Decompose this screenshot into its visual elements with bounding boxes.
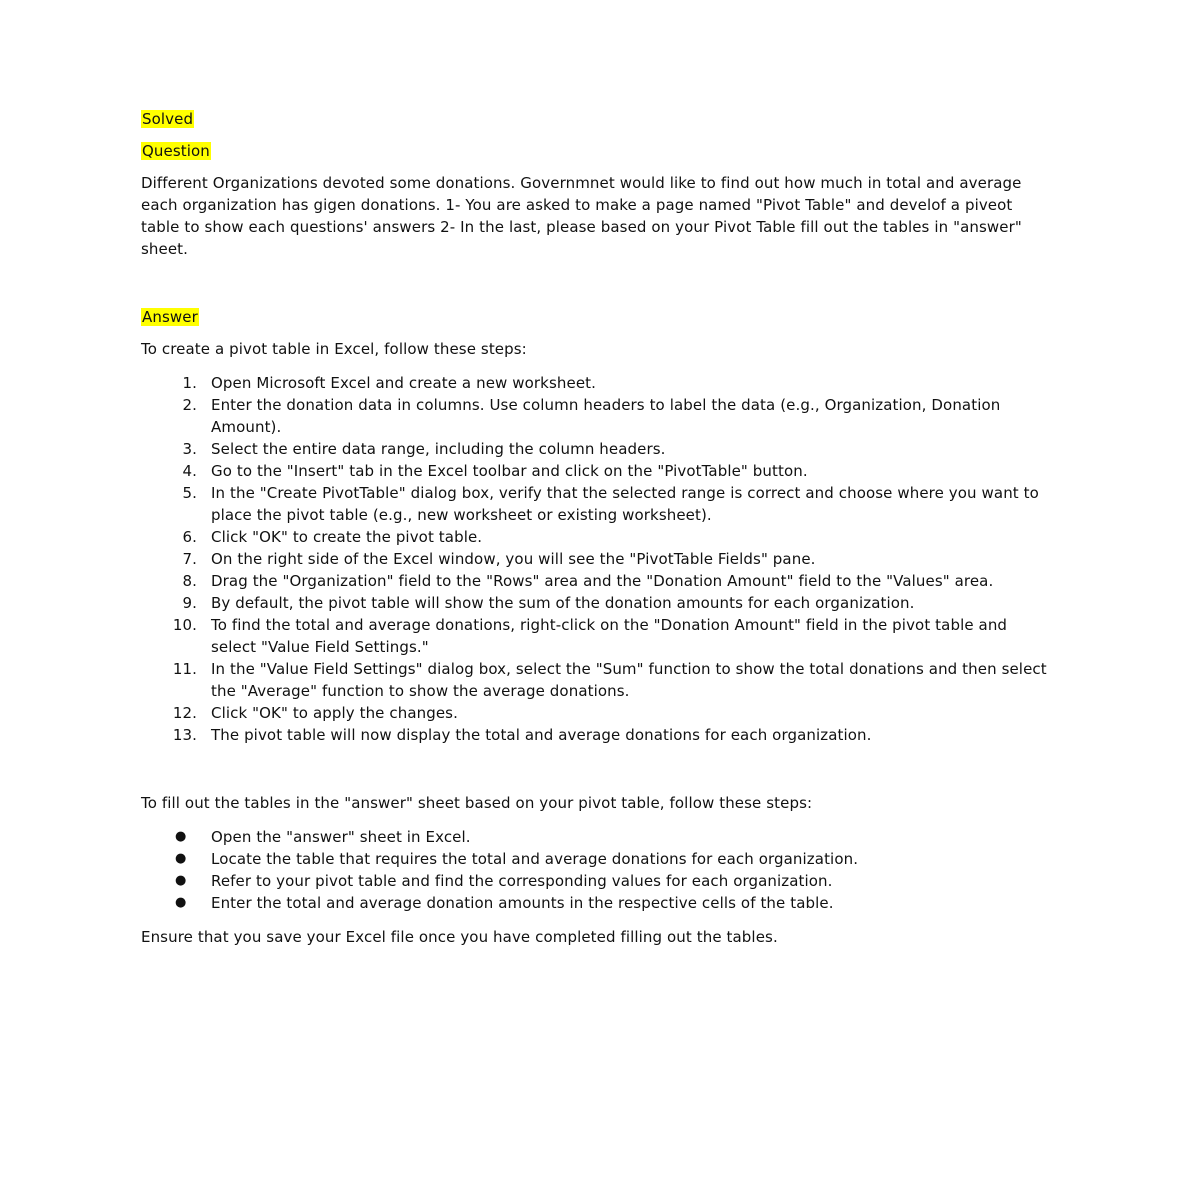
list-item [141,724,1051,746]
step-number: 10. [172,616,197,634]
step-text: The pivot table will now display the total and average donations for each organization. [211,726,872,744]
step-number: 1. [182,374,197,392]
step-text: Go to the "Insert" tab in the Excel toolbar and click on the "PivotTable" button. [211,462,808,480]
bullet-text: Refer to your pivot table and find the corresponding values for each organization. [211,872,833,890]
list-item [141,438,1051,460]
document-page [141,108,1051,960]
list-item [141,394,1051,438]
question-label: Question [142,142,210,160]
list-item [141,848,1051,870]
step-number: 13. [172,726,197,744]
question-text: Different Organizations devoted some donations. Governmnet would like to find out how much in total and average each organization has gigen donations. 1- You are asked to make a page named "Pivot Table" and develof a piveot table to show each questions' answers 2- In the last, please based on your Pivot Table fill out the tables in "answer" sheet. [141,174,1022,258]
list-item [141,460,1051,482]
step-number: 2. [182,396,197,414]
step-number: 5. [182,484,197,502]
list-item [141,526,1051,548]
closing-text: Ensure that you save your Excel file once you have completed filling out the tables. [141,928,778,946]
list-item [141,614,1051,658]
list-item [141,702,1051,724]
step-number: 11. [172,660,197,678]
step-text: Click "OK" to apply the changes. [211,704,458,722]
step-text: In the "Create PivotTable" dialog box, verify that the selected range is correct and choose where you want to place the pivot table (e.g., new worksheet or existing worksheet). [211,484,1039,524]
step-text: Click "OK" to create the pivot table. [211,528,483,546]
step-number: 7. [182,550,197,568]
bullet-icon: ● [175,851,187,866]
step-text: Drag the "Organization" field to the "Rows" area and the "Donation Amount" field to the "Values" area. [211,572,994,590]
list-item [141,658,1051,702]
step-number: 12. [172,704,197,722]
steps-list [141,372,1051,746]
step-text: In the "Value Field Settings" dialog box, select the "Sum" function to show the total donations and then select the "Average" function to show the average donations. [211,660,1047,700]
step-text: By default, the pivot table will show the sum of the donation amounts for each organization. [211,594,915,612]
bullet-text: Enter the total and average donation amounts in the respective cells of the table. [211,894,834,912]
bullet-icon: ● [175,873,187,888]
step-text: On the right side of the Excel window, you will see the "PivotTable Fields" pane. [211,550,816,568]
fill-intro: To fill out the tables in the "answer" sheet based on your pivot table, follow these steps: [141,794,813,812]
step-number: 6. [182,528,197,546]
list-item [141,570,1051,592]
list-item [141,548,1051,570]
solved-label: Solved [142,110,194,128]
bullet-text: Locate the table that requires the total and average donations for each organization. [211,850,859,868]
bullet-icon: ● [175,895,187,910]
step-text: Enter the donation data in columns. Use column headers to label the data (e.g., Organization, Donation Amount). [211,396,1001,436]
list-item [141,892,1051,914]
answer-label: Answer [142,308,198,326]
step-text: Select the entire data range, including the column headers. [211,440,666,458]
list-item [141,826,1051,848]
bullet-icon: ● [175,829,187,844]
list-item [141,372,1051,394]
list-item [141,592,1051,614]
list-item [141,482,1051,526]
steps-intro: To create a pivot table in Excel, follow these steps: [141,340,527,358]
list-item [141,870,1051,892]
step-number: 4. [182,462,197,480]
step-text: To find the total and average donations, right-click on the "Donation Amount" field in the pivot table and select "Value Field Settings." [211,616,1008,656]
bullet-list [141,826,1051,914]
step-number: 9. [182,594,197,612]
step-number: 3. [182,440,197,458]
bullet-text: Open the "answer" sheet in Excel. [211,828,471,846]
step-text: Open Microsoft Excel and create a new worksheet. [211,374,596,392]
step-number: 8. [182,572,197,590]
